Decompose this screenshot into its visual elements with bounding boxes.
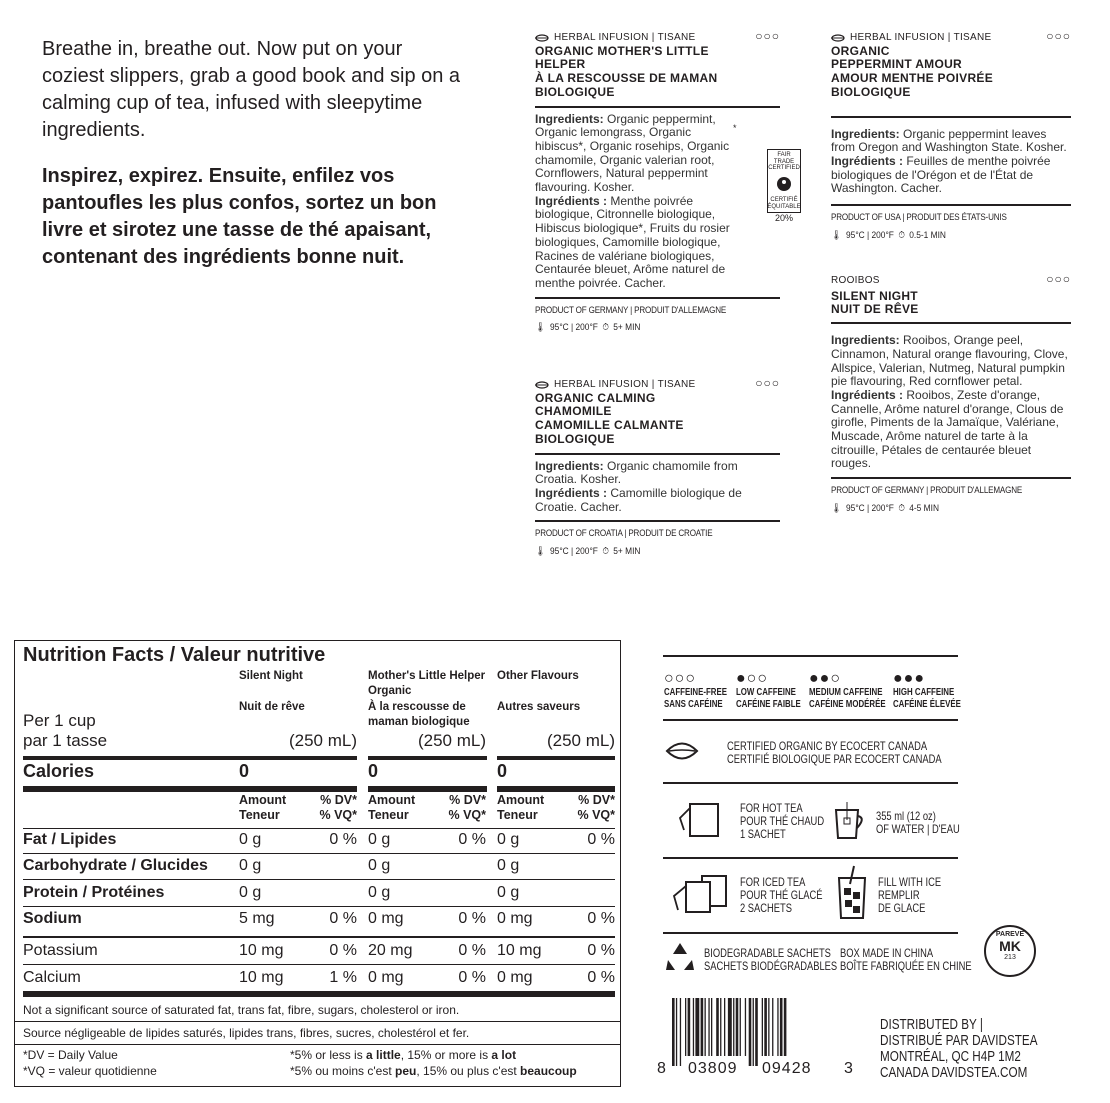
barcode-bar xyxy=(749,998,752,1066)
caffeine-level-dots: ●●● xyxy=(893,670,925,687)
calories-value: 0 xyxy=(239,761,250,781)
tea-name: ORGANIC PEPPERMINT AMOUR xyxy=(831,43,963,72)
tea-name-french: À LA RESCOUSSE DE MAMAN BIOLOGIQUE xyxy=(535,71,718,99)
nutrient-dv: 0 % xyxy=(587,942,615,959)
rule-thick xyxy=(23,786,256,792)
barcode-bar xyxy=(705,998,706,1056)
barcode-digits-left: 03809 xyxy=(688,1060,738,1077)
kosher-mark: MK xyxy=(999,938,1021,954)
brew-info: 🌡 95°C | 200°F ⏱ 5+ MIN xyxy=(535,546,641,558)
col-header-other: Other Flavours xyxy=(497,670,579,682)
nutrient-dv: 0 % xyxy=(587,831,615,848)
hot-tea-instructions: FOR HOT TEA POUR THÉ CHAUD 1 SACHET xyxy=(740,801,825,841)
caffeine-level-label: CAFFEINE-FREE SANS CAFÉINE xyxy=(664,686,727,710)
tea-name-french: NUIT DE RÊVE xyxy=(831,302,919,317)
organic-leaf-icon xyxy=(665,740,699,762)
barcode-bar xyxy=(693,998,694,1056)
nutrient-amount: 0 g xyxy=(368,884,391,901)
divider xyxy=(831,322,1071,324)
ingredients: Ingredients: Organic peppermint leaves from Oregon and Washington State. Kosher. Ingrédients : Feuilles de menthe poivrée biologiques de l'Orégon et de l'État de Washington. Cacher. xyxy=(831,126,1067,196)
barcode-bar xyxy=(772,998,773,1056)
col-header-other-fr: Autres saveurs xyxy=(497,701,581,713)
barcode-bar xyxy=(720,998,721,1056)
nutrient-label: Sodium xyxy=(23,910,82,927)
tea-name: SILENT NIGHT xyxy=(831,288,918,303)
caffeine-dots: ○○○ xyxy=(1046,29,1071,43)
caffeine-dots: ○○○ xyxy=(1046,272,1071,286)
little-note-fr: *5% ou moins c'est peu, 15% ou plus c'est beaucoup xyxy=(290,1064,577,1078)
nutrient-amount: 0 g xyxy=(497,857,520,874)
leaf-icon xyxy=(535,381,549,389)
barcode-bar xyxy=(680,998,681,1066)
thermometer-icon: 🌡 xyxy=(535,322,546,334)
barcode-bar xyxy=(736,998,739,1056)
fairtrade-percent: 20% xyxy=(774,213,793,223)
leaf-icon xyxy=(831,34,845,42)
nutrient-dv: 0 % xyxy=(587,969,615,986)
nutrient-amount: 0 g xyxy=(497,831,520,848)
nutrient-amount: 0 g xyxy=(239,884,262,901)
brew-info: 🌡 95°C | 200°F ⏱ 0.5-1 MIN xyxy=(831,229,946,241)
teabag-icon xyxy=(672,800,722,842)
barcode-bar xyxy=(755,998,758,1066)
nutrient-label: Calcium xyxy=(23,969,81,986)
nutrient-dv: 0 % xyxy=(458,942,486,959)
nutrient-amount: 0 g xyxy=(239,857,262,874)
nutrient-amount: 5 mg xyxy=(239,910,275,927)
amount-header: Amount Teneur xyxy=(497,793,545,822)
barcode-bar xyxy=(676,998,677,1066)
tea-category: ROOIBOS xyxy=(831,275,880,286)
water-instructions: 355 ml (12 oz) OF WATER | D'EAU xyxy=(876,809,960,836)
nutrient-amount: 10 mg xyxy=(497,942,542,959)
tea-category: HERBAL INFUSION | TISANE xyxy=(535,31,780,45)
barcode-bar xyxy=(685,998,686,1056)
tea-name: ORGANIC MOTHER'S LITTLE HELPER xyxy=(535,43,709,72)
barcode-bar xyxy=(768,998,769,1056)
caffeine-dots: ○○○ xyxy=(755,376,780,390)
fairtrade-badge xyxy=(765,149,803,222)
dv-note-fr: *VQ = valeur quotidienne xyxy=(23,1064,157,1078)
brew-info: 🌡 95°C | 200°F ⏱ 4-5 MIN xyxy=(831,502,939,514)
tea-peppermint-amour xyxy=(831,31,1071,242)
calories-value: 0 xyxy=(497,761,508,781)
thermometer-icon: 🌡 xyxy=(831,229,842,241)
nutrient-dv: 0 % xyxy=(329,942,357,959)
fairtrade-bottom: CERTIFIÉ ÉQUITABLE xyxy=(767,197,801,210)
ice-instructions: FILL WITH ICE REMPLIR DE GLACE xyxy=(878,875,942,915)
nutrient-dv: 0 % xyxy=(458,910,486,927)
barcode-bar xyxy=(733,998,734,1056)
fairtrade-icon xyxy=(776,176,792,192)
intro-french: Inspirez, expirez. Ensuite, enfilez vos pantoufles les plus confos, sortez un bon livre et sirotez une tasse de thé apaisant, contenant des ingrédients bonne nuit. xyxy=(42,165,437,268)
timer-icon: ⏱ xyxy=(602,546,609,558)
rule xyxy=(23,964,615,965)
dv-header: % DV* % VQ* xyxy=(448,793,486,822)
nutrient-label: Potassium xyxy=(23,942,98,959)
brew-info: 🌡 95°C | 200°F ⏱ 5+ MIN xyxy=(535,322,641,334)
barcode-bar xyxy=(672,998,675,1066)
rule xyxy=(15,1044,620,1045)
ingredients: Ingredients: Rooibos, Orange peel, Cinnamon, Natural orange flavouring, Clove, Allspice, Valerian, Nutmeg, Natural pumpkin pie flavouring, Red cornflower petal. Ingrédients : Rooibos, Zeste d'orange, Cannelle, Arôme naturel d'orange, Clous de girofle, Piments de la Jamaïque, Valériane, Muscade, Arôme naturel de tarte à la citrouille, Pétales de centaurée bleuet rouges. xyxy=(831,333,1068,471)
intro-english: Breathe in, breathe out. Now put on your coziest slippers, grab a good book and sip on a calming cup of tea, infused with sleepytime ingredients. xyxy=(42,38,461,141)
nutrient-amount: 0 g xyxy=(239,831,262,848)
nutrient-amount: 0 g xyxy=(497,884,520,901)
timer-icon: ⏱ xyxy=(602,322,609,334)
thermometer-icon: 🌡 xyxy=(831,502,842,514)
calories-value: 0 xyxy=(368,761,379,781)
barcode-bar xyxy=(688,998,691,1056)
tea-calming-chamomile xyxy=(535,378,780,559)
serving-size: (250 mL) xyxy=(546,731,615,750)
rule-thick xyxy=(497,756,615,760)
nutrient-amount: 10 mg xyxy=(239,942,284,959)
tea-category: HERBAL INFUSION | TISANE xyxy=(535,378,780,392)
divider xyxy=(535,520,780,522)
serving-size: (250 mL) xyxy=(288,731,357,750)
barcode-digit-last: 3 xyxy=(844,1060,853,1077)
per-cup: Per 1 cup xyxy=(23,711,96,730)
caffeine-level-label: MEDIUM CAFFEINE CAFÉINE MODÉRÉE xyxy=(809,686,886,710)
rule-thick xyxy=(23,991,615,997)
col-header-silent-night: Silent Night xyxy=(239,670,303,682)
rule xyxy=(23,936,615,938)
nutrition-title: Nutrition Facts / Valeur nutritive xyxy=(23,644,326,666)
tea-name-french: AMOUR MENTHE POIVRÉE BIOLOGIQUE xyxy=(831,71,994,99)
divider xyxy=(831,477,1071,479)
nutrient-amount: 0 mg xyxy=(497,969,533,986)
barcode-bar xyxy=(708,998,709,1056)
nutrient-dv: 0 % xyxy=(458,969,486,986)
barcode-bar xyxy=(777,998,778,1056)
nutrient-amount: 10 mg xyxy=(239,969,284,986)
rule-thick xyxy=(239,756,357,760)
divider xyxy=(535,453,780,455)
barcode-bar xyxy=(762,998,763,1056)
amount-header: Amount Teneur xyxy=(368,793,416,822)
tea-category: HERBAL INFUSION | TISANE xyxy=(831,31,1071,45)
timer-icon: ⏱ xyxy=(898,502,905,514)
divider xyxy=(831,204,1071,206)
serving-size: (250 mL) xyxy=(417,731,486,750)
biodegradable-sachets: BIODEGRADABLE SACHETS SACHETS BIODÉGRADABLES xyxy=(704,946,838,973)
nutrient-dv: 1 % xyxy=(329,969,357,986)
dv-note-en: *DV = Daily Value xyxy=(23,1048,118,1062)
tea-mothers-little-helper xyxy=(535,29,801,335)
nutrient-amount: 20 mg xyxy=(368,942,413,959)
thermometer-icon: 🌡 xyxy=(535,546,546,558)
rule xyxy=(663,782,958,784)
rule xyxy=(23,906,615,907)
per-cup-fr: par 1 tasse xyxy=(23,731,108,750)
barcode-digit-first: 8 xyxy=(657,1060,666,1077)
rule-thick xyxy=(368,756,487,760)
kosher-pareve: PAREVE xyxy=(995,931,1025,938)
nutrient-amount: 0 mg xyxy=(497,910,533,927)
rule xyxy=(663,932,958,934)
leaf-icon xyxy=(535,34,549,42)
two-teabags-icon xyxy=(668,872,730,918)
col-header-silent-night-fr: Nuit de rêve xyxy=(239,701,305,713)
distributor: DISTRIBUTED BY | DISTRIBUÉ PAR DAVIDSTEA MONTRÉAL, QC H4P 1M2 CANADA DAVIDSTEA.COM xyxy=(880,1016,1038,1081)
tea-name-french: CAMOMILLE CALMANTE BIOLOGIQUE xyxy=(535,418,684,446)
rule-thick xyxy=(23,756,256,760)
amount-header: Amount Teneur xyxy=(239,793,287,822)
caffeine-level-label: LOW CAFFEINE CAFÉINE FAIBLE xyxy=(736,686,801,710)
rule-thick xyxy=(239,786,357,792)
kosher-badge xyxy=(984,925,1036,977)
rule xyxy=(663,655,958,657)
organic-cert: CERTIFIED ORGANIC BY ECOCERT CANADA CERTIFIÉ BIOLOGIQUE PAR ECOCERT CANADA xyxy=(727,739,942,766)
nutrient-amount: 0 mg xyxy=(368,969,404,986)
barcode-bar xyxy=(701,998,704,1056)
barcode-bar xyxy=(784,998,787,1056)
barcode-bar xyxy=(724,998,725,1056)
rule xyxy=(15,1021,620,1022)
caffeine-level-dots: ●○○ xyxy=(736,670,768,687)
nutrient-dv: 0 % xyxy=(458,831,486,848)
barcode xyxy=(670,998,836,1066)
timer-icon: ⏱ xyxy=(898,229,905,241)
nutrition-facts-table xyxy=(14,640,621,1087)
divider xyxy=(535,106,780,108)
nutrient-dv: 0 % xyxy=(587,910,615,927)
rule xyxy=(663,719,958,721)
barcode-bar xyxy=(780,998,783,1056)
iced-glass-icon xyxy=(836,864,868,920)
nutrient-label: Carbohydrate / Glucides xyxy=(23,857,208,874)
dv-header: % DV* % VQ* xyxy=(577,793,615,822)
note-fr: Source négligeable de lipides saturés, lipides trans, fibres, sucres, cholestérol et fer. xyxy=(23,1026,470,1040)
nutrient-dv: 0 % xyxy=(329,910,357,927)
nutrient-dv: 0 % xyxy=(329,831,357,848)
note-en: Not a significant source of saturated fat, trans fat, fibre, sugars, cholesterol or iron. xyxy=(23,1003,460,1017)
nutrient-label: Protein / Protéines xyxy=(23,884,165,901)
rule xyxy=(23,853,615,854)
calories-label: Calories xyxy=(23,761,95,781)
rule xyxy=(23,828,615,829)
ingredients: Ingredients: Organic chamomile from Croatia. Kosher. Ingrédients : Camomille biologique de Croatie. Cacher. xyxy=(535,458,742,514)
caffeine-level-label: HIGH CAFFEINE CAFÉINE ÉLEVÉE xyxy=(893,686,961,710)
box-made-in: BOX MADE IN CHINA BOÎTE FABRIQUÉE EN CHINE xyxy=(840,946,972,973)
barcode-bar xyxy=(695,998,699,1056)
rule xyxy=(663,857,958,859)
mug-icon xyxy=(832,800,868,842)
col-header-mothers: Mother's Little Helper Organic xyxy=(368,670,486,697)
barcode-bar xyxy=(764,998,767,1056)
fairtrade-star: * xyxy=(733,123,737,133)
fairtrade-top: FAIR TRADE CERTIFIED xyxy=(768,152,800,171)
barcode-bar xyxy=(753,998,754,1066)
kosher-number: 213 xyxy=(1004,954,1016,961)
barcode-bar xyxy=(716,998,719,1056)
divider xyxy=(831,116,1071,118)
iced-tea-instructions: FOR ICED TEA POUR THÉ GLACÉ 2 SACHETS xyxy=(740,875,823,915)
rule xyxy=(23,879,615,880)
tea-origin: PRODUCT OF GERMANY | PRODUIT D'ALLEMAGNE xyxy=(831,485,1023,497)
caffeine-dots: ○○○ xyxy=(755,29,780,43)
little-note-en: *5% or less is a little, 15% or more is a lot xyxy=(290,1048,517,1062)
col-header-mothers-fr: À la rescousse de maman biologique xyxy=(368,701,470,728)
rule-thick xyxy=(368,786,487,792)
recycle-icon xyxy=(663,940,697,974)
barcode-bar xyxy=(740,998,741,1056)
nutrient-amount: 0 g xyxy=(368,831,391,848)
ingredients: Ingredients: Organic peppermint, Organic lemongrass, Organic hibiscus*, Organic rosehips, Organic chamomile, Organic valerian root, Cornflowers, Natural peppermint flavouring. Kosher. Ingrédients : Menthe poivrée biologique, Citronnelle biologique, Hibiscus biologique*, Fruits du rosier biologiques, Camomille biologique, Racines de valériane biologiques, Centaurée bleuet, Arôme naturel de menthe poivrée. Cacher. xyxy=(535,111,730,290)
caffeine-level-dots: ●●○ xyxy=(809,670,841,687)
tea-origin: PRODUCT OF USA | PRODUIT DES ÉTATS-UNIS xyxy=(831,212,1007,224)
barcode-bar xyxy=(745,998,746,1056)
divider xyxy=(535,297,780,299)
barcode-bar xyxy=(728,998,732,1056)
caffeine-level-dots: ○○○ xyxy=(664,670,696,687)
nutrient-label: Fat / Lipides xyxy=(23,831,117,848)
tea-name: ORGANIC CALMING CHAMOMILE xyxy=(535,390,656,419)
tea-origin: PRODUCT OF CROATIA | PRODUIT DE CROATIE xyxy=(535,528,713,540)
tea-origin: PRODUCT OF GERMANY | PRODUIT D'ALLEMAGNE xyxy=(535,304,727,316)
barcode-digits-right: 09428 xyxy=(762,1060,812,1077)
rule-thick xyxy=(497,786,615,792)
barcode-bar xyxy=(711,998,712,1056)
nutrient-amount: 0 g xyxy=(368,857,391,874)
tea-silent-night xyxy=(831,274,1071,516)
nutrient-amount: 0 mg xyxy=(368,910,404,927)
dv-header: % DV* % VQ* xyxy=(319,793,357,822)
